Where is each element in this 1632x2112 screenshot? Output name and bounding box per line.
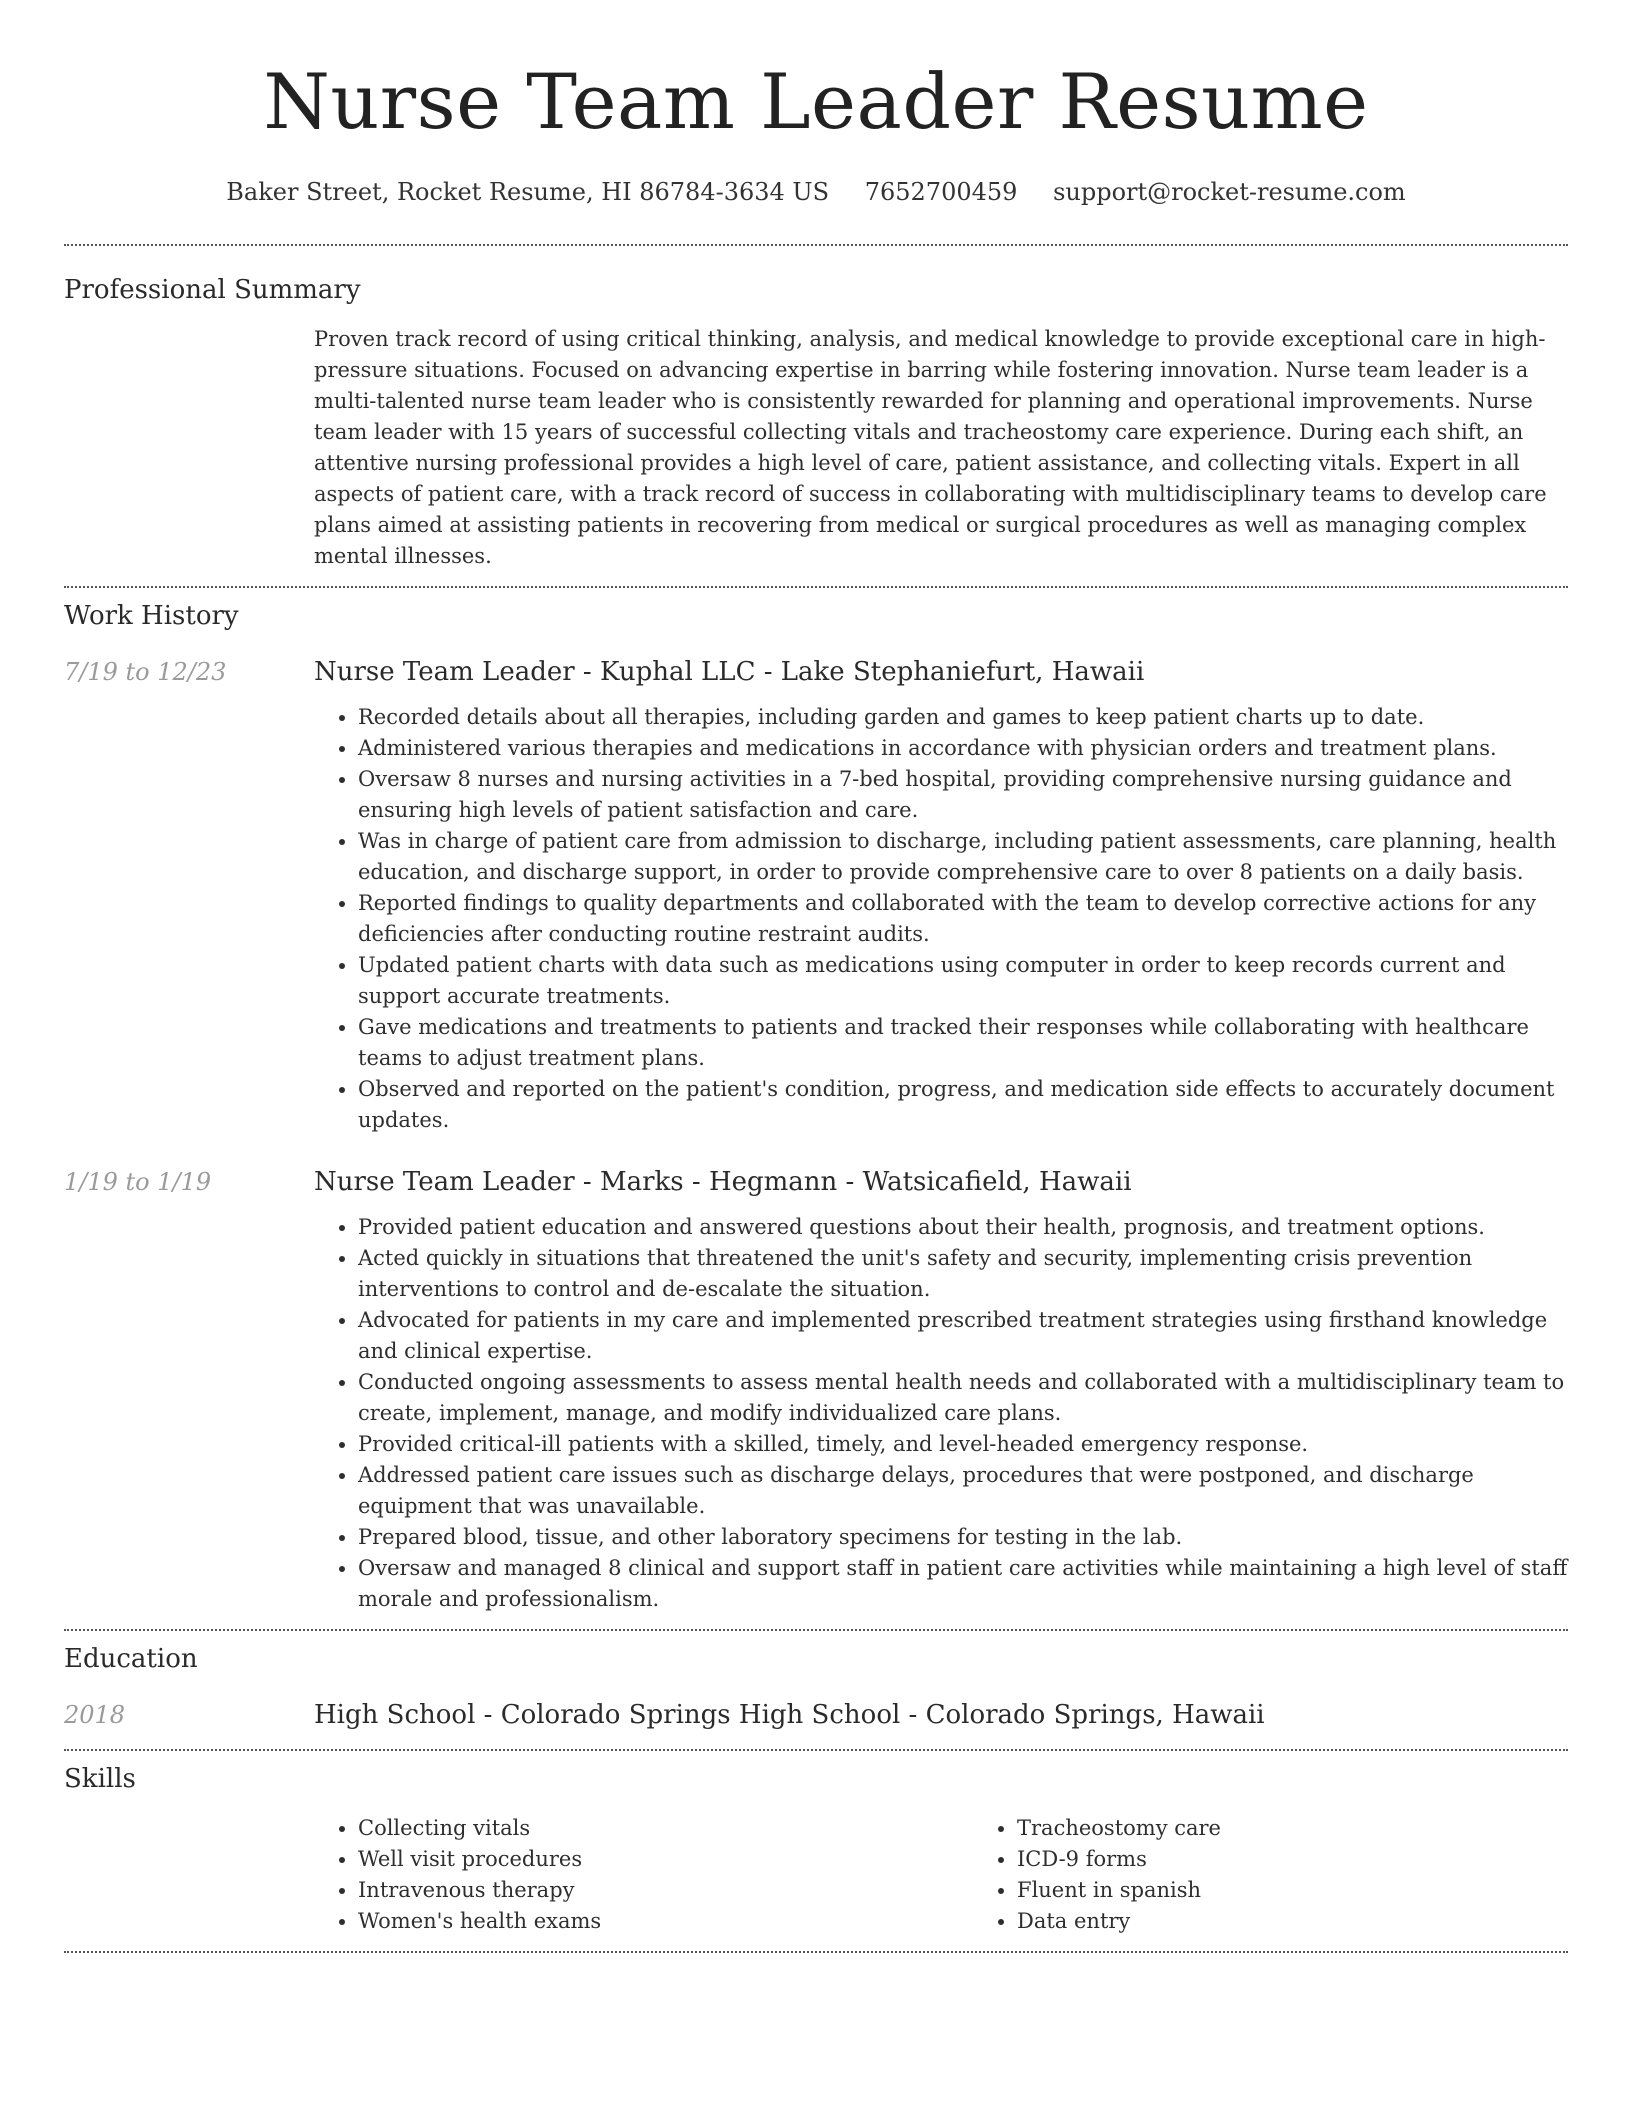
job-bullets bbox=[314, 702, 1568, 1136]
job-heading: Nurse Team Leader - Kuphal LLC - Lake Stephaniefurt, Hawaii bbox=[314, 657, 1145, 687]
contact-address: Baker Street, Rocket Resume, HI 86784-3634 US bbox=[226, 178, 830, 206]
list-item: • Provided critical-ill patients with a skilled, timely, and level-headed emergency response. bbox=[358, 1429, 1568, 1460]
contact-line bbox=[64, 174, 1568, 210]
job-dates: 7/19 to 12/23 bbox=[64, 658, 227, 686]
job-entry bbox=[64, 1164, 1568, 1615]
skills-section bbox=[64, 1751, 1568, 1937]
education-heading: High School - Colorado Springs High School - Colorado Springs, Hawaii bbox=[314, 1700, 1265, 1730]
skill-item: • Intravenous therapy bbox=[358, 1875, 973, 1906]
contact-phone: 7652700459 bbox=[864, 178, 1018, 206]
list-item: • Conducted ongoing assessments to assess mental health needs and collaborated with a multidisciplinary team to create, implement, manage, and modify individualized care plans. bbox=[358, 1367, 1568, 1429]
list-item: • Acted quickly in situations that threatened the unit's safety and security, implementing crisis prevention interventions to control and de-escalate the situation. bbox=[358, 1243, 1568, 1305]
divider bbox=[64, 1951, 1568, 1953]
list-item: • Reported findings to quality departments and collaborated with the team to develop corrective actions for any deficiencies after conducting routine restraint audits. bbox=[358, 888, 1568, 950]
skill-item: • ICD-9 forms bbox=[1017, 1844, 1632, 1875]
section-title-education: Education bbox=[64, 1644, 198, 1674]
list-item: • Was in charge of patient care from admission to discharge, including patient assessments, care planning, health education, and discharge support, in order to provide comprehensive care to over 8 patients on a daily basis. bbox=[358, 826, 1568, 888]
education-section bbox=[64, 1631, 1568, 1733]
list-item: • Updated patient charts with data such as medications using computer in order to keep records current and support accurate treatments. bbox=[358, 950, 1568, 1012]
skill-item: • Tracheostomy care bbox=[1017, 1813, 1632, 1844]
section-title-work: Work History bbox=[64, 601, 239, 631]
summary-text: Proven track record of using critical thinking, analysis, and medical knowledge to provide exceptional care in high-pressure situations. Focused on advancing expertise in barring while fostering innovation. Nurse team leader is a multi-talented nurse team leader who is consistently rewarded for planning and operational improvements. Nurse team leader with 15 years of successful collecting vitals and tracheostomy care experience. During each shift, an attentive nursing professional provides a high level of care, patient assistance, and collecting vitals. Expert in all aspects of patient care, with a track record of success in collaborating with multidisciplinary teams to develop care plans aimed at assisting patients in recovering from medical or surgical procedures as well as managing complex mental illnesses. bbox=[314, 327, 1547, 568]
contact-email: support@rocket-resume.com bbox=[1053, 178, 1406, 206]
job-heading: Nurse Team Leader - Marks - Hegmann - Watsicafield, Hawaii bbox=[314, 1167, 1132, 1197]
list-item: • Prepared blood, tissue, and other laboratory specimens for testing in the lab. bbox=[358, 1522, 1568, 1553]
skills-list-right bbox=[973, 1813, 1632, 1937]
skills-list-left bbox=[314, 1813, 973, 1937]
skill-item: • Fluent in spanish bbox=[1017, 1875, 1632, 1906]
list-item: • Oversaw 8 nurses and nursing activities in a 7-bed hospital, providing comprehensive nursing guidance and ensuring high levels of patient satisfaction and care. bbox=[358, 764, 1568, 826]
job-dates: 1/19 to 1/19 bbox=[64, 1168, 212, 1196]
job-entry bbox=[64, 654, 1568, 1136]
summary-section bbox=[64, 246, 1568, 572]
list-item: • Observed and reported on the patient's condition, progress, and medication side effects to accurately document updates. bbox=[358, 1074, 1568, 1136]
education-year: 2018 bbox=[64, 1701, 126, 1729]
list-item: • Gave medications and treatments to patients and tracked their responses while collaborating with healthcare teams to adjust treatment plans. bbox=[358, 1012, 1568, 1074]
job-bullets bbox=[314, 1212, 1568, 1615]
education-entry bbox=[64, 1697, 1568, 1733]
resume-title: Nurse Team Leader Resume bbox=[263, 57, 1369, 146]
section-title-skills: Skills bbox=[64, 1764, 136, 1794]
list-item: • Advocated for patients in my care and implemented prescribed treatment strategies using firsthand knowledge and clinical expertise. bbox=[358, 1305, 1568, 1367]
skill-item: • Well visit procedures bbox=[358, 1844, 973, 1875]
list-item: • Administered various therapies and medications in accordance with physician orders and treatment plans. bbox=[358, 733, 1568, 764]
section-title-summary: Professional Summary bbox=[64, 275, 361, 305]
skill-item: • Collecting vitals bbox=[358, 1813, 973, 1844]
work-section bbox=[64, 588, 1568, 1615]
list-item: • Addressed patient care issues such as discharge delays, procedures that were postponed, and discharge equipment that was unavailable. bbox=[358, 1460, 1568, 1522]
skill-item: • Data entry bbox=[1017, 1906, 1632, 1937]
list-item: • Provided patient education and answered questions about their health, prognosis, and treatment options. bbox=[358, 1212, 1568, 1243]
skill-item: • Women's health exams bbox=[358, 1906, 973, 1937]
list-item: • Recorded details about all therapies, including garden and games to keep patient charts up to date. bbox=[358, 702, 1568, 733]
list-item: • Oversaw and managed 8 clinical and support staff in patient care activities while maintaining a high level of staff morale and professionalism. bbox=[358, 1553, 1568, 1615]
